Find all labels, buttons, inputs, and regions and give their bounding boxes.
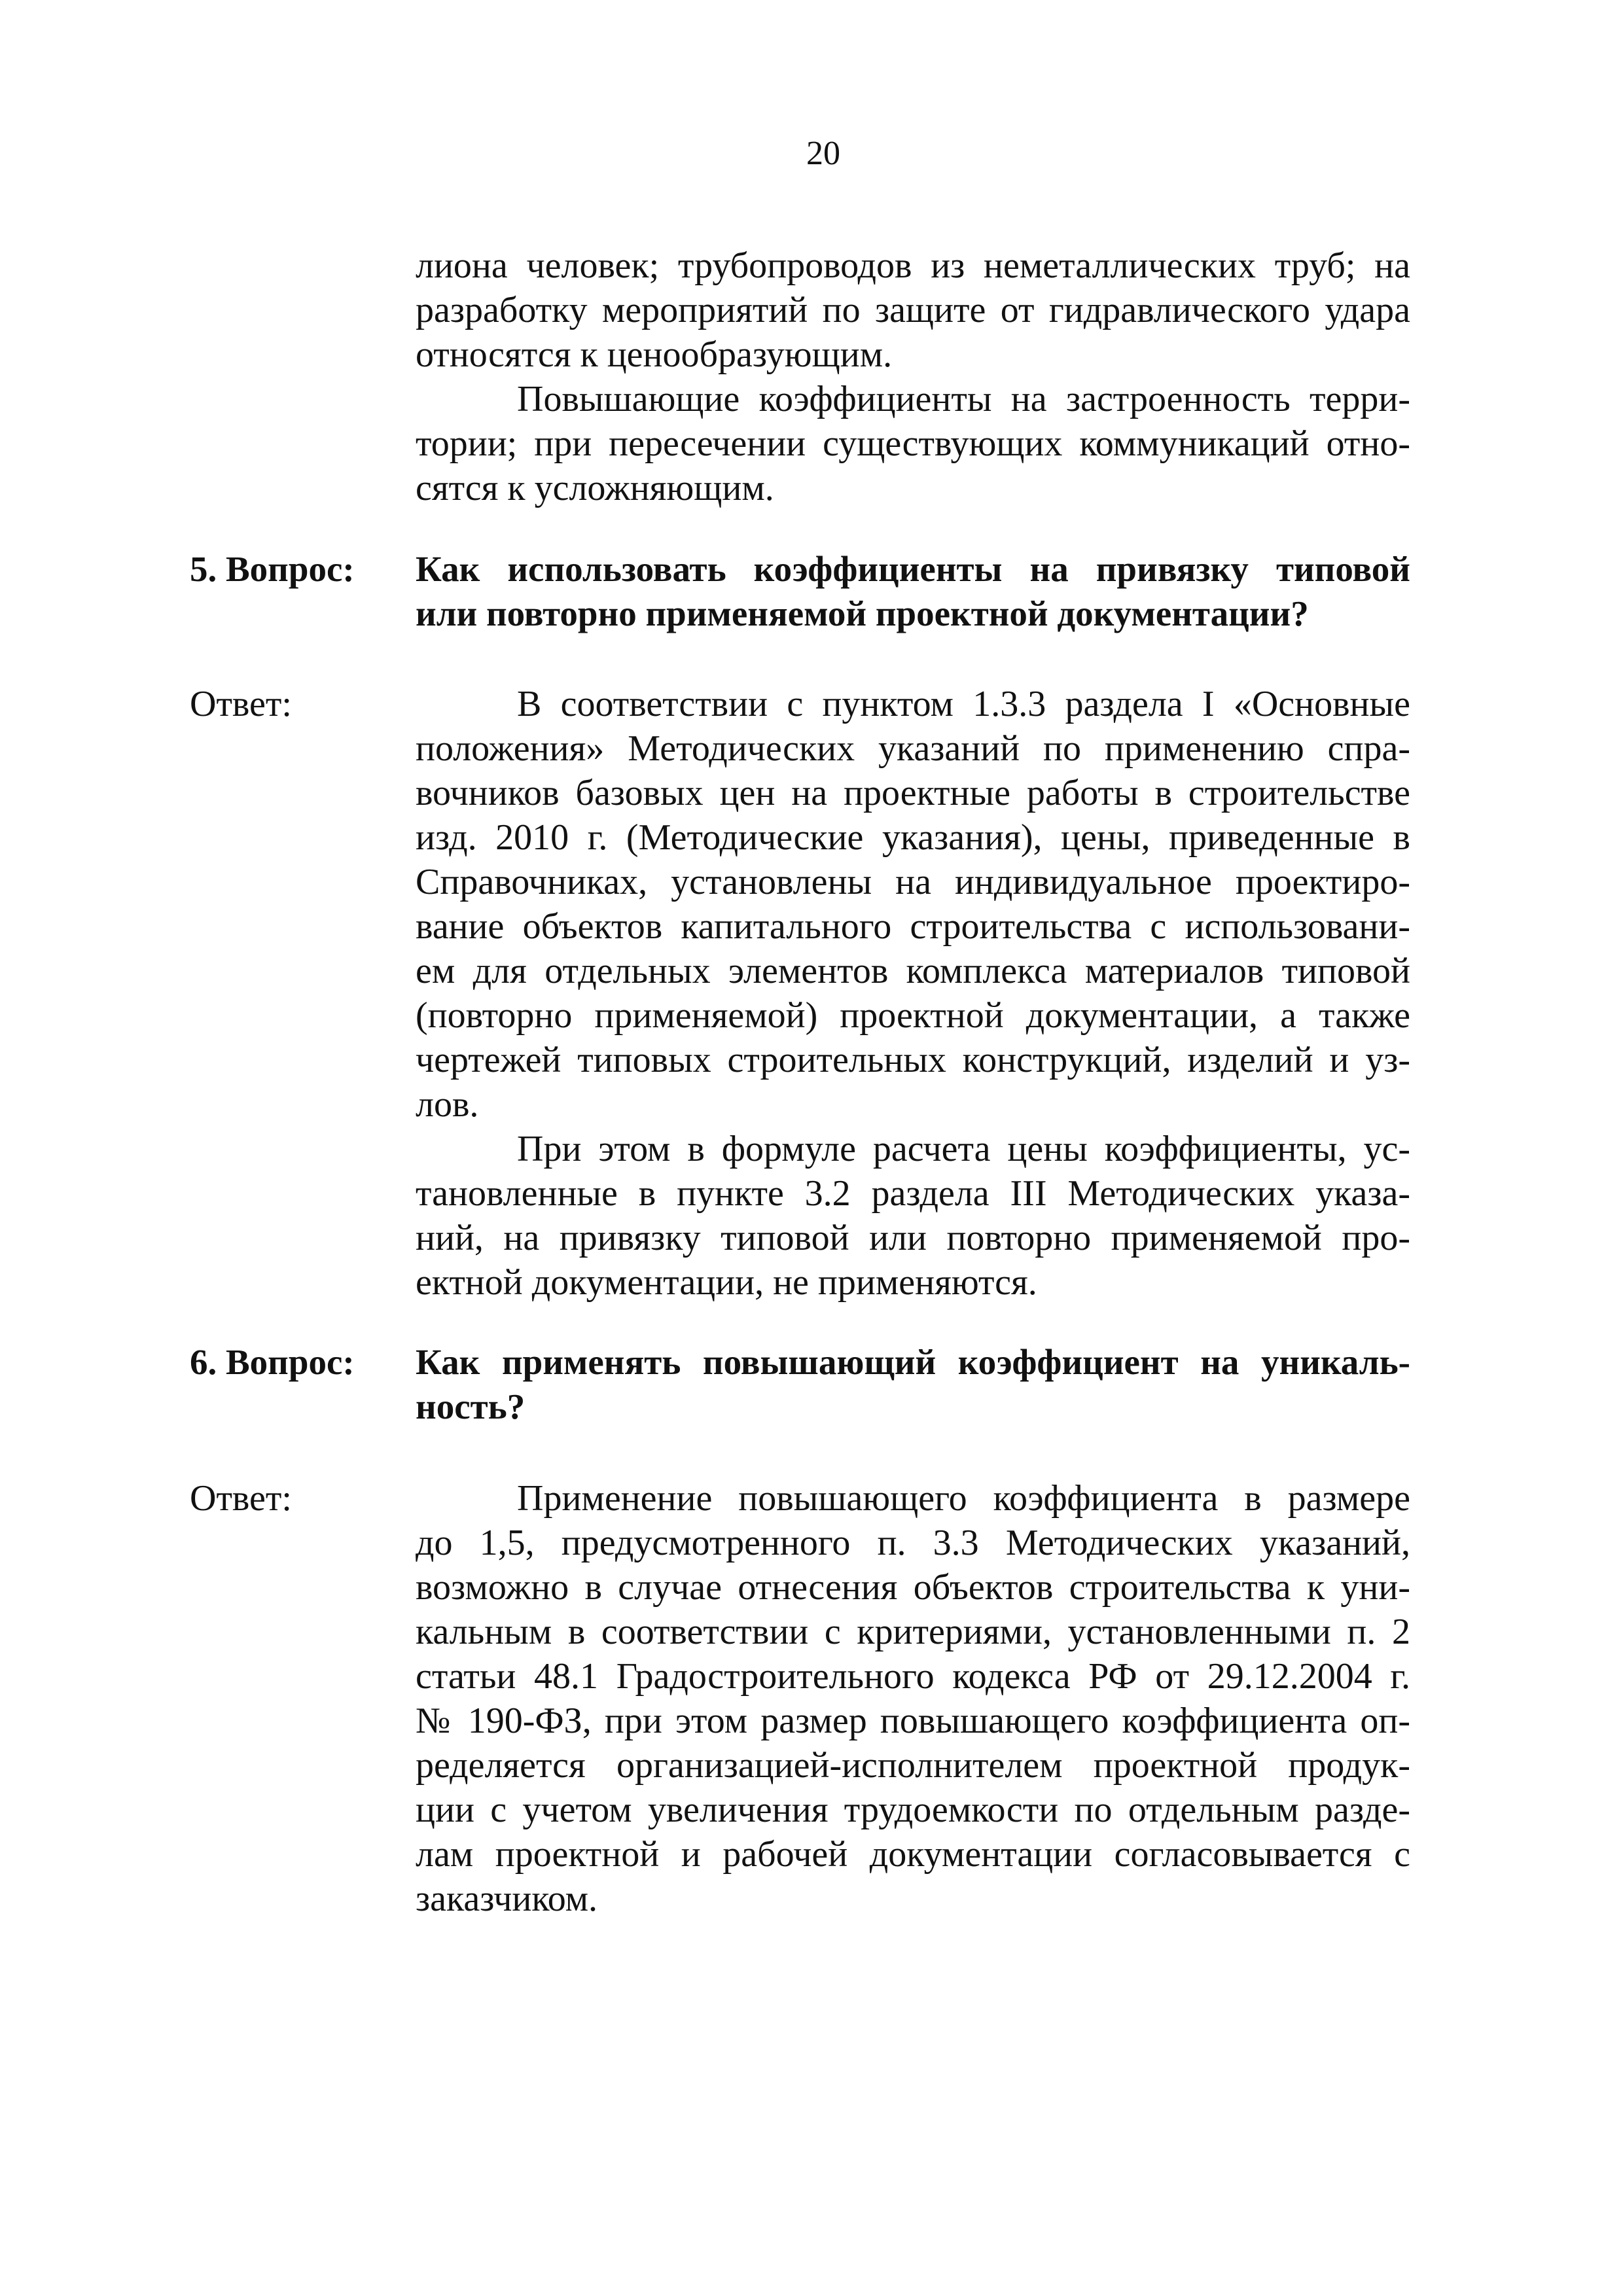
answer-label: Ответ: bbox=[190, 684, 292, 724]
text-line: Справочниках, установлены на индивидуальное проектиро- bbox=[416, 862, 1410, 902]
text-line: тории; при пересечении существующих коммуникаций отно- bbox=[416, 423, 1410, 464]
text-line: разработку мероприятий по защите от гидравлического удара bbox=[416, 290, 1410, 330]
text-line: ний, на привязку типовой или повторно применяемой про- bbox=[416, 1218, 1410, 1258]
text-line: В соответствии с пунктом 1.3.3 раздела I «Основные bbox=[517, 684, 1410, 724]
text-line: до 1,5, предусмотренного п. 3.3 Методических указаний, bbox=[416, 1523, 1410, 1563]
text-line: Повышающие коэффициенты на застроенность терри- bbox=[517, 379, 1410, 419]
text-line: возможно в случае отнесения объектов строительства к уни- bbox=[416, 1567, 1410, 1608]
text-line: чертежей типовых строительных конструкций, изделий и уз- bbox=[416, 1040, 1410, 1080]
answer-label: Ответ: bbox=[190, 1478, 292, 1519]
text-line: № 190-ФЗ, при этом размер повышающего коэффициента оп- bbox=[416, 1701, 1410, 1741]
text-line: тановленные в пункте 3.2 раздела III Методических указа- bbox=[416, 1173, 1410, 1214]
text-line: (повторно применяемой) проектной документации, а также bbox=[416, 995, 1410, 1036]
question-text-line: Как применять повышающий коэффициент на уникаль- bbox=[416, 1342, 1410, 1382]
question-text-line: или повторно применяемой проектной документации? bbox=[416, 593, 1309, 633]
text-line: Применение повышающего коэффициента в размере bbox=[517, 1478, 1410, 1519]
text-line: заказчиком. bbox=[416, 1879, 598, 1919]
text-line: статьи 48.1 Градостроительного кодекса РФ от 29.12.2004 г. bbox=[416, 1656, 1410, 1697]
text-line: положения» Методических указаний по применению спра- bbox=[416, 728, 1410, 769]
question-label: 6. Вопрос: bbox=[190, 1342, 355, 1382]
text-line: ектной документации, не применяются. bbox=[416, 1262, 1037, 1303]
text-line: ределяется организацией-исполнителем проектной продук- bbox=[416, 1745, 1410, 1786]
text-line: лов. bbox=[416, 1084, 479, 1125]
text-line: относятся к ценообразующим. bbox=[416, 334, 893, 375]
text-line: лиона человек; трубопроводов из неметаллических труб; на bbox=[416, 245, 1410, 286]
text-line: изд. 2010 г. (Методические указания), цены, приведенные в bbox=[416, 817, 1410, 858]
page-number: 20 bbox=[806, 135, 840, 172]
question-label: 5. Вопрос: bbox=[190, 549, 355, 589]
text-line: сятся к усложняющим. bbox=[416, 468, 774, 508]
text-line: ем для отдельных элементов комплекса материалов типовой bbox=[416, 951, 1410, 991]
text-line: ции с учетом увеличения трудоемкости по отдельным разде- bbox=[416, 1790, 1410, 1830]
question-text-line: Как использовать коэффициенты на привязку типовой bbox=[416, 549, 1410, 589]
text-line: вочников базовых цен на проектные работы в строительстве bbox=[416, 773, 1410, 813]
text-line: При этом в формуле расчета цены коэффициенты, ус- bbox=[517, 1129, 1410, 1169]
text-line: лам проектной и рабочей документации согласовывается с bbox=[416, 1834, 1410, 1875]
text-line: вание объектов капитального строительства с использовани- bbox=[416, 906, 1410, 947]
text-line: кальным в соответствии с критериями, установленными п. 2 bbox=[416, 1612, 1410, 1652]
question-text-line: ность? bbox=[416, 1386, 526, 1426]
